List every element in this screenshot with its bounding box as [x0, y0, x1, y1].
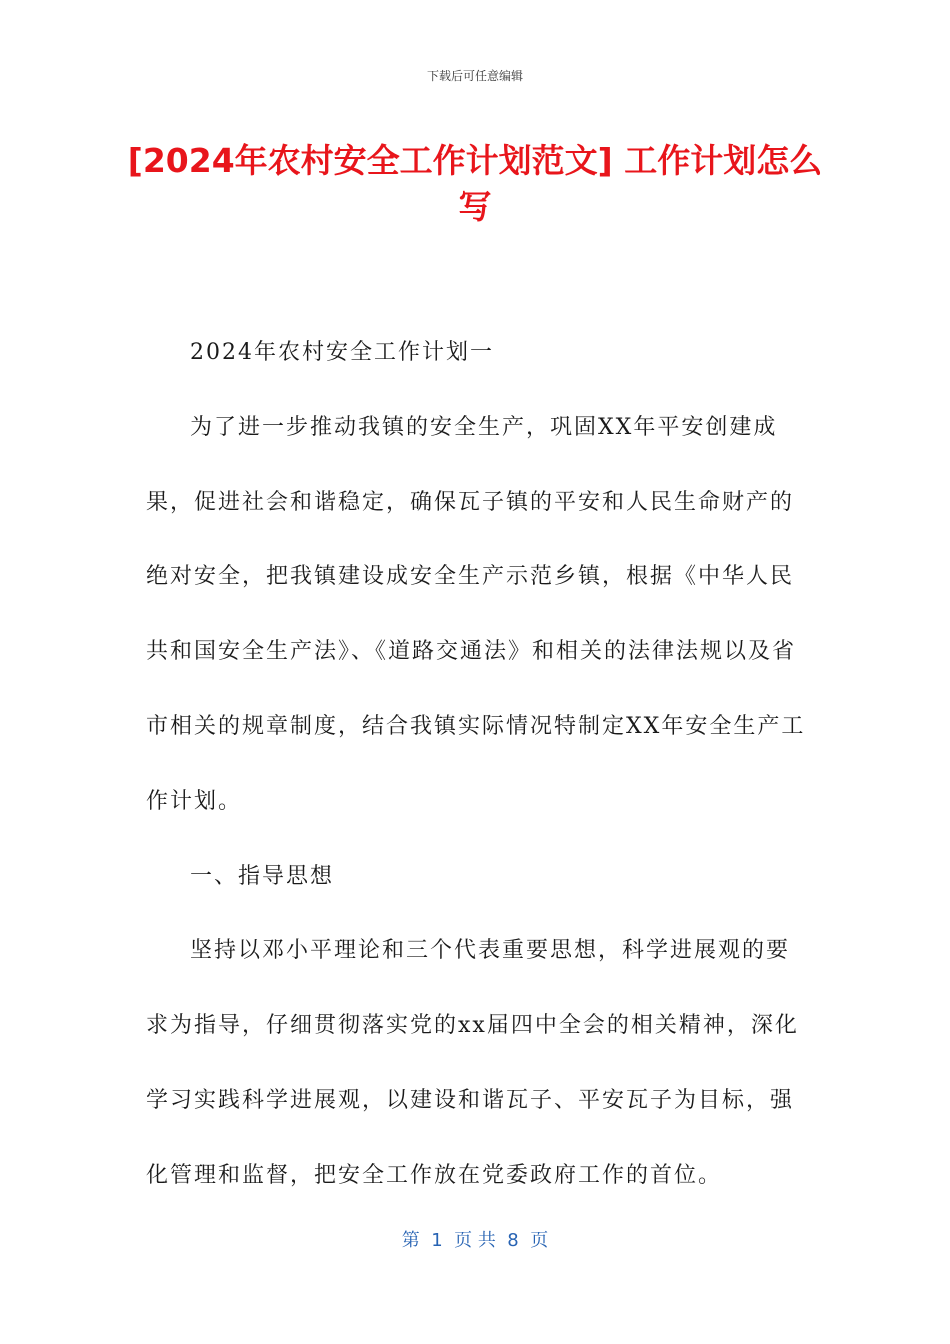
page-footer: 第 1 页 共 8 页 [401, 1230, 549, 1251]
paragraph-intro: 为了进一步推动我镇的安全生产，巩固XX年平安创建成果，促进社会和谐稳定，确保瓦子镇的平安和人民生命财产的绝对安全，把我镇建设成安全生产示范乡镇，根据《中华人民共和国安全生产法》、《道路交通法》和相关的法律法规以及省市相关的规章制度，结合我镇实际情况特制定XX年安全生产工作计划。 [146, 414, 806, 814]
document-body [146, 316, 806, 1214]
paragraph-heading-plan: 2024年农村安全工作计划一 [190, 340, 494, 365]
paragraph-guiding-ideology: 坚持以邓小平理论和三个代表重要思想，科学进展观的要求为指导，仔细贯彻落实党的xx届四中全会的相关精神，深化学习实践科学进展观，以建设和谐瓦子、平安瓦子为目标，强化管理和监督，把安全工作放在党委政府工作的首位。 [146, 938, 799, 1188]
paragraph-section-heading: 一、指导思想 [190, 863, 335, 889]
document-title: [2024年农村安全工作计划范文] 工作计划怎么写 [127, 141, 823, 226]
header-note: 下载后可任意编辑 [426, 69, 523, 83]
